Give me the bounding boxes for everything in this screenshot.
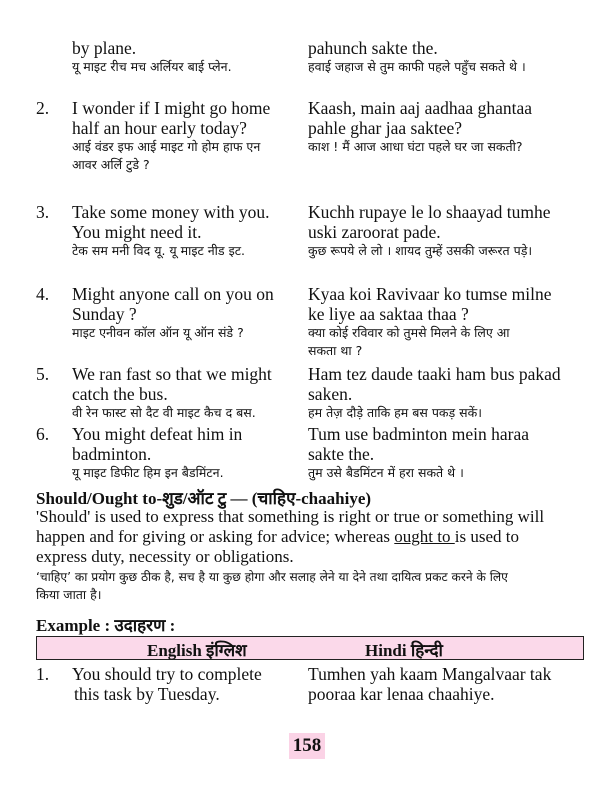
- english-line: half an hour early today?: [72, 118, 247, 138]
- english-line: badminton.: [72, 444, 152, 464]
- item-5-left: [72, 364, 304, 422]
- top-left-block: [72, 38, 304, 76]
- item-2-left: [72, 98, 304, 174]
- example-row-number: 1.: [36, 664, 50, 684]
- english-line: I wonder if I might go home: [72, 98, 271, 118]
- example-row-english: [72, 664, 304, 704]
- hindi-explanation-line: किया जाता है।: [36, 587, 102, 602]
- hindi-explanation-line: ‘चाहिए’ का प्रयोग कुछ ठीक है, सच है या कुछ होगा और सलाह लेने या देने तथा दायित्व प्रकट करने के लिए: [36, 570, 508, 584]
- top-right-block: [308, 38, 588, 76]
- column-header-hindi: Hindi हिन्दी: [365, 641, 443, 660]
- roman-line: uski zaroorat pade.: [308, 222, 441, 242]
- top-left-transliteration: यू माइट रीच मच अर्लियर बाई प्लेन.: [72, 59, 232, 74]
- top-right-hindi: हवाई जहाज से तुम काफी पहले पहुँच सकते थे ।: [308, 59, 526, 74]
- hindi-line: काश ! मैं आज आधा घंटा पहले घर जा सकती?: [308, 139, 523, 154]
- transliteration-line: आवर अर्लि टुडे ?: [72, 157, 150, 172]
- paragraph-line: [36, 527, 592, 547]
- roman-line: Kyaa koi Ravivaar ko tumse milne: [308, 284, 552, 304]
- paragraph-line: express duty, necessity or obligations.: [36, 547, 294, 566]
- roman-line: Ham tez daude taaki ham bus pakad: [308, 364, 561, 384]
- item-number: 3.: [36, 202, 50, 222]
- hindi-explanation: [36, 568, 592, 604]
- item-3-right: [308, 202, 588, 260]
- english-line: Might anyone call on you on: [72, 284, 274, 304]
- english-line: You might defeat him in: [72, 424, 243, 444]
- roman-line: sakte the.: [308, 444, 375, 464]
- section-heading: Should/Ought to-शुड/ऑट टु — (चाहिए-chaahiye): [36, 489, 372, 508]
- transliteration-line: आई वंडर इफ आई माइट गो होम हाफ एन: [72, 139, 261, 154]
- roman-line: Tumhen yah kaam Mangalvaar tak: [308, 664, 552, 684]
- example-row-hindi: [308, 664, 588, 704]
- transliteration-line: माइट एनीवन कॉल ऑन यू ऑन संडे ?: [72, 325, 244, 340]
- transliteration-line: यू माइट डिफीट हिम इन बैडमिंटन.: [72, 465, 224, 480]
- roman-line: Kaash, main aaj aadhaa ghantaa: [308, 98, 532, 118]
- english-line: You might need it.: [72, 222, 202, 242]
- english-line: You should try to complete: [72, 664, 262, 684]
- item-5-right: [308, 364, 588, 422]
- english-line: Sunday ?: [72, 304, 137, 324]
- hindi-line: क्या कोई रविवार को तुमसे मिलने के लिए आ: [308, 325, 510, 340]
- item-4-left: [72, 284, 304, 342]
- english-line: catch the bus.: [72, 384, 168, 404]
- item-number: 6.: [36, 424, 50, 444]
- item-3-left: [72, 202, 304, 260]
- paragraph-text: is used to: [454, 527, 519, 546]
- example-label: Example : उदाहरण :: [36, 616, 176, 635]
- hindi-line: तुम उसे बैडमिंटन में हरा सकते थे ।: [308, 465, 464, 480]
- hindi-line: कुछ रूपये ले लो । शायद तुम्हें उसकी जरूरत पड़े।: [308, 243, 533, 258]
- roman-line: pooraa kar lenaa chaahiye.: [308, 684, 495, 704]
- transliteration-line: टेक सम मनी विद यू. यू माइट नीड इट.: [72, 243, 245, 258]
- roman-line: ke liye aa saktaa thaa ?: [308, 304, 469, 324]
- roman-line: Tum use badminton mein haraa: [308, 424, 529, 444]
- hindi-line: सकता था ?: [308, 343, 363, 358]
- roman-line: saken.: [308, 384, 353, 404]
- paragraph-line: 'Should' is used to express that something is right or true or something will: [36, 507, 545, 526]
- hindi-line: हम तेज़ दौड़े ताकि हम बस पकड़ सकें।: [308, 405, 482, 420]
- column-header-english: English इंग्लिश: [147, 641, 247, 660]
- english-line: Take some money with you.: [72, 202, 270, 222]
- example-table-header: [36, 636, 584, 660]
- item-6-right: [308, 424, 588, 482]
- roman-line: pahle ghar jaa saktee?: [308, 118, 463, 138]
- item-2-right: [308, 98, 588, 156]
- item-6-left: [72, 424, 304, 482]
- item-number: 2.: [36, 98, 50, 118]
- transliteration-line: वी रेन फास्ट सो दैट वी माइट कैच द बस.: [72, 405, 256, 420]
- underlined-term: ought to: [394, 527, 455, 546]
- item-number: 4.: [36, 284, 50, 304]
- english-line: this task by Tuesday.: [74, 684, 220, 704]
- explanation-paragraph: [36, 507, 592, 567]
- top-right-roman: pahunch sakte the.: [308, 38, 438, 58]
- paragraph-text: happen and for giving or asking for advice; whereas: [36, 527, 395, 546]
- top-left-english: by plane.: [72, 38, 137, 58]
- page-number: 158: [289, 733, 325, 759]
- roman-line: Kuchh rupaye le lo shaayad tumhe: [308, 202, 551, 222]
- item-4-right: [308, 284, 588, 360]
- english-line: We ran fast so that we might: [72, 364, 272, 384]
- item-number: 5.: [36, 364, 50, 384]
